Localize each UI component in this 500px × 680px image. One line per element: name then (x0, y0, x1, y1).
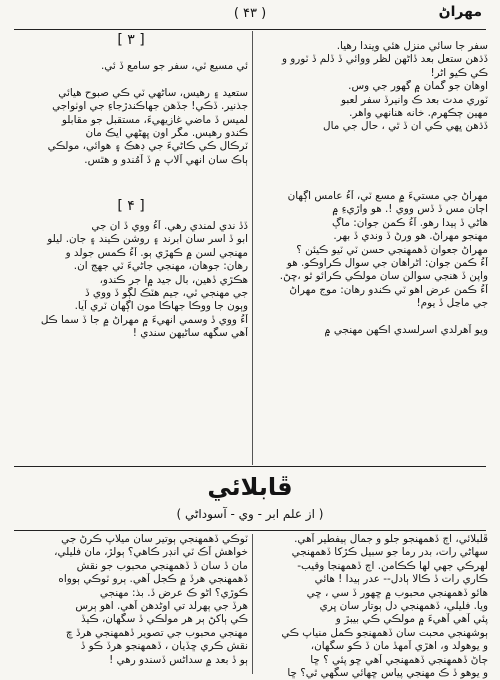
section-number: [ ٣ ] (117, 32, 145, 48)
text-line: مهنجو مهراڻ. هو ورڻ ڏ وندي ڏ بهر. (333, 230, 488, 243)
text-line: ڪاري رات ڏ ڪالا ٻادل-- عدر ٻيدا ! هائي (314, 573, 488, 586)
text-line: ستعيد ۽ رهيس، ساڻهي ٽي ڪي صبوح هيائي (58, 86, 248, 99)
page-header (14, 4, 486, 28)
text-line: وٻون جا ووڪا جهاڪا مون اڳهان ٽري آيا. (74, 300, 248, 313)
text-line: ئي مسيع ٽي، سفر جو سامع ڏ ئي. (100, 60, 248, 72)
text-line: مهنجي لسن ۾ ڪهڙي ٻو. آءُ ڪمس جولد و (65, 246, 248, 259)
text-line: هڪڙي ڏهين، بال جيد ۾ا جر ڪندو، (99, 273, 248, 286)
article-byline: ( از علم ابر - وي - آسوداڻي ) (176, 507, 324, 521)
article-title: ڦابلائي (207, 473, 293, 501)
text-line: رهان: جوهان، مهنجي جاڻيءَ ٽي جهج ان. (73, 260, 248, 273)
text-line: پئي آهي آهيءَ ۾ مولڪي ڪي بيبڙ و (335, 613, 488, 626)
text-line: مهنجي محبوب جي تصوير ڏهمهنجي هرڏ ڇ (65, 626, 248, 639)
section4-right-column (258, 190, 488, 337)
text-line: خواهش آڪ ٽي انڊر ڪاهي؟ ٻولڙ، مان فليلي، (54, 546, 248, 559)
text-line: آءُ ڪمن جوان: اڻراهان جي سوال ڪراوڪو. هو (286, 256, 488, 269)
section-rule (14, 466, 486, 467)
article-title-rule (14, 530, 486, 531)
text-line: جذنير. ڏڪي! جڏهن جهاڪندڙجاءِ جي اوٺواجي (52, 100, 248, 113)
text-line: ڦلبلائي، اڄ ڏهمهنجو جلو و جمال ٻيفطير آهي. (294, 533, 488, 545)
text-line: ٽرڪال ڪي ڪاڻيءَ جي ڊهڪ ۽ هوائي، مولڪي (47, 140, 248, 153)
text-line: ابو ڏ اسر سان ابرند ۽ روشن ڪيند ۽ جان. ليلو (47, 233, 248, 246)
section3-right-column (258, 40, 488, 134)
column-divider (252, 31, 253, 465)
text-line: واپن ڏ هنجي سوالن سان مولڪي ڪرائو ٿو ،ڇڻ. (279, 270, 488, 283)
header-rule (14, 29, 486, 30)
text-line: اڄان مس ڏ ڏس ووي !. هو واڙيءِ ۾ (332, 203, 488, 216)
text-line: ڏهمهنجي هرڏ ۾ ڪجل آهي. ٻرو ٽوڪي ٻوواه (58, 573, 248, 586)
text-line: سهاڻي رات، بدر رما جو سبيل ڪڙكا ڏهمهنجي (291, 546, 488, 559)
article-right-column (258, 533, 488, 680)
section4-left-column (14, 220, 248, 341)
text-line (14, 73, 248, 86)
text-line: لميس ڏ ماضي غازيهيءَ، مستقبل جو مقابلو (61, 113, 248, 126)
text-line: ڪي ڪيو اڻر! (430, 66, 488, 79)
text-line: ٽوري مدت بعد ڪ وانيرڏ سفر لعبو (340, 93, 488, 106)
text-line: هرڏ جي ٻهرلد تي اوڻدهن آهي. اهو ٻرس (75, 599, 248, 612)
column-divider (252, 534, 253, 674)
text-line: آهي سگهه ساڻيهن سندي ! (132, 327, 248, 340)
text-line: ويا. فليلي، ڏهمهنجي دل ٻوتار سان ڀري (319, 599, 488, 612)
text-line: هائو ڏهمهنجي محبوب ۾ ڇهور ڏ سي ، ڇي (306, 586, 488, 599)
text-line: ٻو ڏ بعد ۾ سداڻس ڏسندو رهي ! (109, 653, 248, 666)
text-line: ڪوڙي؟ اڻو ڪ عرض ڏ. بذ: مهنجي (99, 586, 248, 599)
text-line (258, 311, 488, 324)
text-line: مان ڏ سان ڏ ڏهمهنجي محبوب جو نقش (76, 559, 248, 572)
text-line: ڪندو رهيس. مگر اون ڀهڻهي ايڪ مان (85, 126, 248, 139)
text-line: نقش ڪري ڇڏيان ، ڏهمهنجو هرڏ ڪو ڏ (80, 640, 248, 653)
text-line: ڏڏ ندي لمندي رهي. آءُ ووي ڏ ان جي (91, 220, 248, 232)
text-line: جي مهنجي ٽي، جيم هٽڪ لڳو ڏ ووي ڏ (84, 286, 248, 299)
text-line: جي ماڃل ڏ يوم! (416, 297, 488, 310)
text-line: و يوهو ڏ ڪ مهنجي پياس ڇهائي سگهي ٿي؟ ڇا (287, 666, 488, 679)
text-line: آءُ ووي ڏ وسمي انهيءَ ۾ مهراڻ ۾ جا ڏ سما ڪل (40, 313, 248, 326)
page-number: ( ۴۳ ) (233, 6, 267, 21)
section-number: [ ۴ ] (117, 198, 145, 214)
text-line: مهراڻ جي مستيءَ ۾ مسع ٽي، آءُ عامس اڳهان (287, 190, 488, 202)
running-title: مهراڻ (438, 4, 482, 20)
text-line: مهراڻ جعوان ڏهمهنجي حسن ٽي ٽيو ڪيئن ؟ (296, 243, 488, 256)
text-line: و يوهولد و، اهڙي آمهڏ مان ڏ ڪو سگهان، (310, 640, 488, 653)
text-line: لهرڪي جهي لها ڪڪامن. اڄ ڏهمهنجا وقيب- (297, 559, 488, 572)
text-line: ٻاڪ سان انهي آلاپ ۾ ڏ آمُندو و هٿس. (84, 153, 248, 166)
text-line: ڄاڻ ڏهمهنجي ڏهمهنجي آهي ڇو پئي ؟ ڇا (310, 653, 488, 666)
text-line: هاڻي ڏ ٻيدا رهو. آءُ ڪمن جوان: ماڳ (331, 216, 488, 229)
section3-left-column (14, 60, 248, 167)
text-line: اوهان جو گمان ۾ گهور جي وس. (348, 80, 488, 93)
text-line: ٽوڪي ڏهمهنجي ٻوتير سان ميلاپ ڪرڻ جي (61, 533, 248, 545)
text-line: مهين ڄڪهرم. خانه هنانهي واهر. (349, 106, 488, 119)
text-line: ڏڌهن ڀهي ڪي ان ڏ ٿي ، حال جي مال (323, 120, 488, 133)
text-line: ويو آهرلدي اسرلسدي اڪهن مهنجي ۾ (324, 323, 488, 336)
article-left-column (14, 533, 248, 667)
text-line: آءُ ڪمن عرض اهو ٽي ڪندو رهان: موج مهراڻ (289, 283, 488, 296)
text-line: ڪي ٻاکڻ ٻر هر مولڪي ڏ سگهان، ڪيڏ (81, 613, 248, 626)
text-line: ڏڌهن ستعل بعد ڏاڻهن لظر ووائي ڏ ڏلم ڏ ٽورو و (281, 53, 488, 66)
text-line: ٻوشهنجي محبت سان ڏهمهنجو ڪمل منياپ ڪي (281, 626, 488, 639)
text-line: سفر جا سائي منزل هئي ويندا رهيا. (336, 40, 488, 52)
